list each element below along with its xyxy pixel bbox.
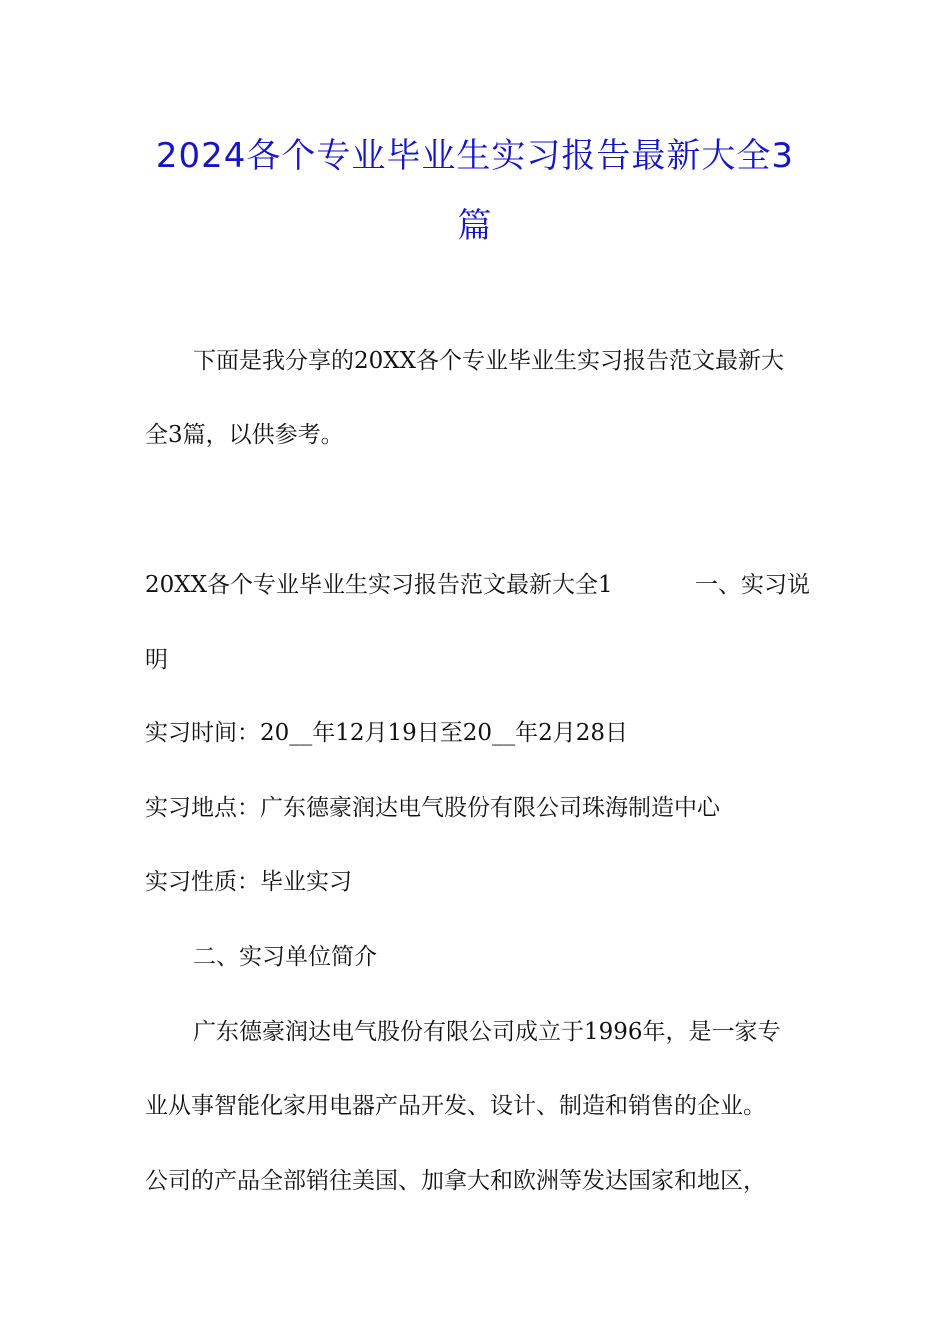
company-para-line-1: 广东德豪润达电气股份有限公司成立于1996年，是一家专	[193, 1019, 781, 1045]
document-title-line-1: 2024各个专业毕业生实习报告最新大全3	[155, 136, 795, 176]
internship-time: 实习时间：20__年12月19日至20__年2月28日	[145, 720, 628, 746]
section1-heading-title: 20XX各个专业毕业生实习报告范文最新大全1	[145, 572, 613, 598]
section2-heading: 二、实习单位简介	[193, 944, 377, 970]
section1-heading	[145, 570, 810, 600]
company-para-line-2: 业从事智能化家用电器产品开发、设计、制造和销售的企业。	[145, 1093, 766, 1119]
internship-nature: 实习性质：毕业实习	[145, 869, 352, 895]
section1-heading-continuation: 明	[145, 647, 168, 673]
company-para-line-3: 公司的产品全部销往美国、加拿大和欧洲等发达国家和地区，	[145, 1168, 766, 1194]
internship-place: 实习地点：广东德豪润达电气股份有限公司珠海制造中心	[145, 795, 720, 821]
intro-line-1: 下面是我分享的20XX各个专业毕业生实习报告范文最新大	[193, 348, 785, 374]
section1-heading-subtitle: 一、实习说	[695, 572, 810, 598]
intro-line-2: 全3篇，以供参考。	[145, 422, 344, 448]
document-title-line-2: 篇	[457, 206, 493, 246]
